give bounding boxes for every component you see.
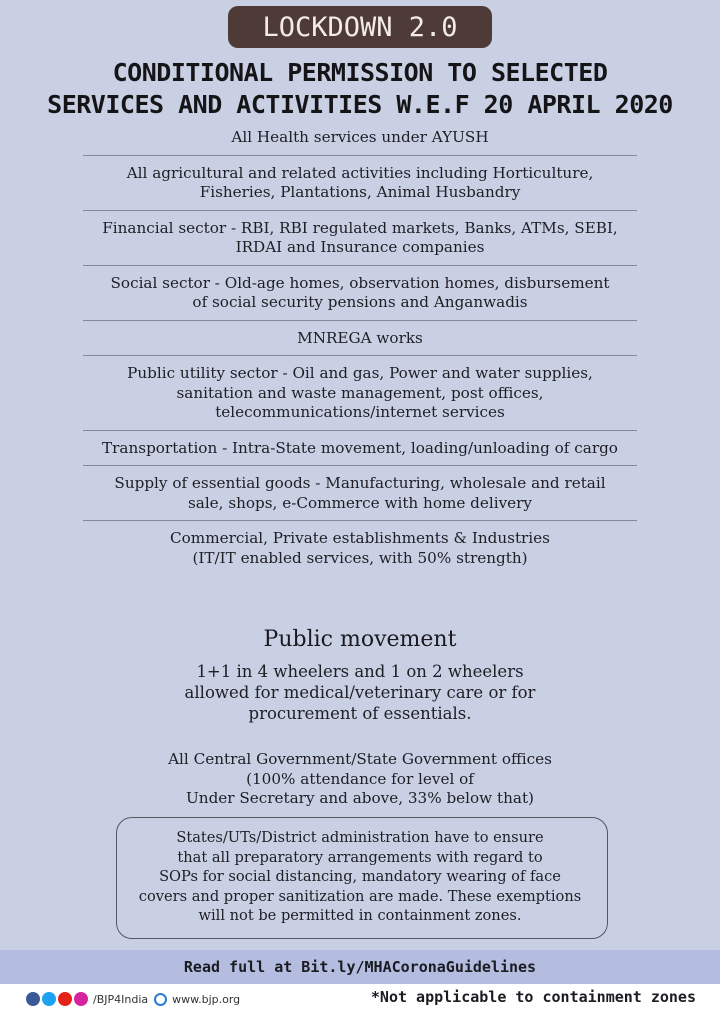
- divider: [83, 355, 637, 356]
- permitted-services-list: [40, 128, 680, 568]
- service-line: Social sector - Old-age homes, observation homes, disbursement: [110, 273, 610, 292]
- service-item: [40, 219, 680, 258]
- footer: [0, 984, 720, 1021]
- facebook-icon[interactable]: [26, 992, 40, 1006]
- public-movement-text: [0, 661, 720, 724]
- service-line: of social security pensions and Anganwadis: [192, 293, 528, 311]
- service-line: sale, shops, e-Commerce with home delivery: [187, 493, 533, 512]
- notice-line: States/UTs/District administration have to ensure: [176, 829, 544, 846]
- service-item: [40, 329, 680, 349]
- service-line: Supply of essential goods - Manufacturing, wholesale and retail: [114, 474, 606, 492]
- divider: [83, 430, 637, 431]
- divider: [83, 465, 637, 466]
- service-item: [40, 364, 680, 423]
- offices-line: (100% attendance for level of: [246, 769, 474, 788]
- divider: [83, 520, 637, 521]
- service-item: [40, 128, 680, 148]
- divider: [83, 320, 637, 321]
- service-line: All agricultural and related activities including Horticulture,: [126, 163, 594, 182]
- notice-text: [0, 828, 720, 926]
- service-item: [40, 274, 680, 313]
- notice-line: will not be permitted in containment zones.: [198, 907, 522, 924]
- social-links: [26, 992, 246, 1006]
- service-line: IRDAI and Insurance companies: [235, 238, 485, 256]
- social-handle[interactable]: /BJP4India: [93, 992, 149, 1006]
- movement-line: allowed for medical/veterinary care or for: [184, 683, 536, 702]
- notice-line: covers and proper sanitization are made. These exemptions: [138, 887, 582, 905]
- service-item: [40, 529, 680, 568]
- twitter-icon[interactable]: [42, 992, 56, 1006]
- service-line: Commercial, Private establishments & Industries: [170, 529, 550, 547]
- public-movement-title: Public movement: [263, 627, 457, 652]
- service-line: telecommunications/internet services: [215, 403, 505, 421]
- service-item: [40, 164, 680, 203]
- service-item: [40, 474, 680, 513]
- youtube-icon[interactable]: [58, 992, 72, 1006]
- offices-line: All Central Government/State Government offices: [168, 750, 552, 768]
- lockdown-badge: LOCKDOWN 2.0: [228, 6, 492, 48]
- headline-line-2: SERVICES AND ACTIVITIES W.E.F 20 APRIL 2020: [47, 90, 673, 119]
- movement-line: 1+1 in 4 wheelers and 1 on 2 wheelers: [196, 662, 524, 681]
- divider: [83, 155, 637, 156]
- service-line: sanitation and waste management, post offices,: [176, 383, 544, 402]
- service-line: Public utility sector - Oil and gas, Power and water supplies,: [127, 364, 593, 382]
- read-more-bar: Read full at Bit.ly/MHACoronaGuidelines: [0, 950, 720, 984]
- service-line: Transportation - Intra-State movement, loading/unloading of cargo: [102, 438, 618, 457]
- service-line: (IT/IT enabled services, with 50% strength): [192, 548, 528, 567]
- notice-line: that all preparatory arrangements with regard to: [177, 848, 543, 866]
- website-link[interactable]: www.bjp.org: [172, 992, 241, 1006]
- divider: [83, 210, 637, 211]
- service-item: [40, 439, 680, 459]
- instagram-icon[interactable]: [74, 992, 88, 1006]
- divider: [83, 265, 637, 266]
- service-line: Financial sector - RBI, RBI regulated markets, Banks, ATMs, SEBI,: [102, 218, 618, 237]
- offices-line: Under Secretary and above, 33% below that): [186, 789, 534, 807]
- globe-icon: [154, 993, 167, 1006]
- movement-line: procurement of essentials.: [248, 704, 472, 723]
- notice-line: SOPs for social distancing, mandatory wearing of face: [159, 868, 561, 885]
- headline-line-1: CONDITIONAL PERMISSION TO SELECTED: [112, 58, 608, 87]
- service-line: All Health services under AYUSH: [231, 128, 489, 146]
- government-offices-text: [0, 750, 720, 809]
- service-line: MNREGA works: [297, 328, 423, 347]
- containment-note: *Not applicable to containment zones: [370, 988, 696, 1006]
- service-line: Fisheries, Plantations, Animal Husbandry: [199, 183, 521, 201]
